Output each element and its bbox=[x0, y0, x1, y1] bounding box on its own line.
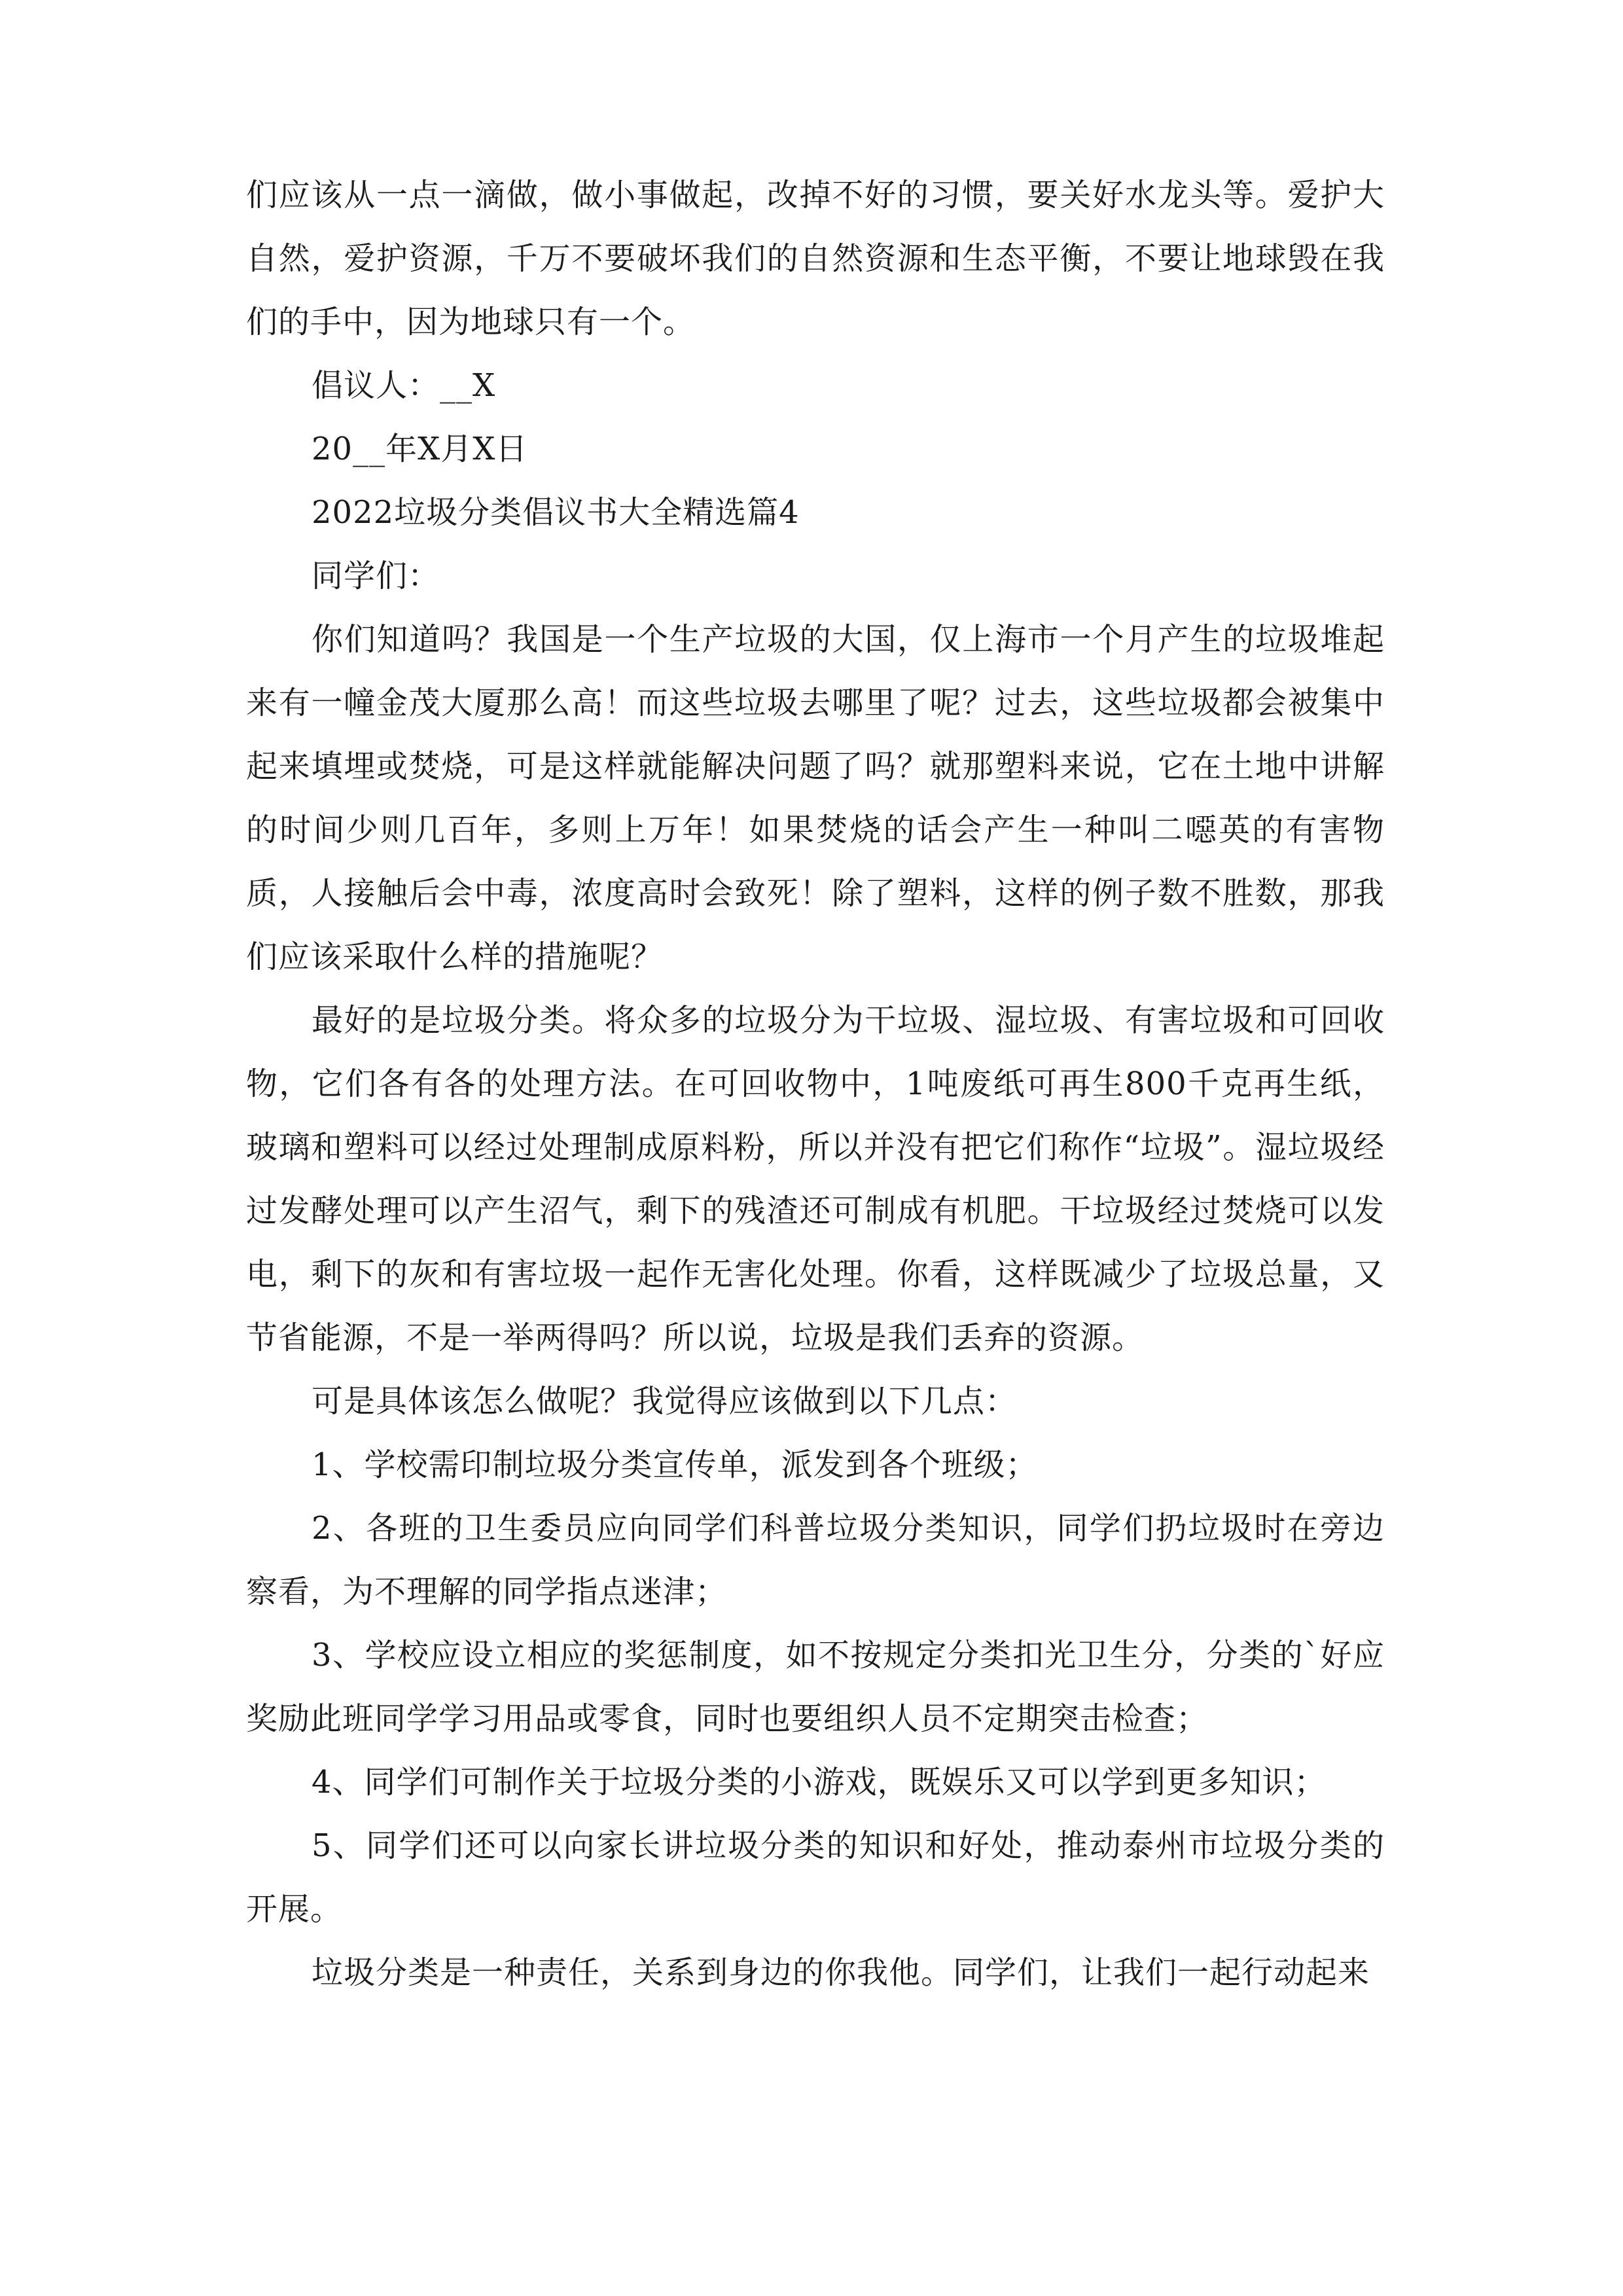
paragraph-closing: 垃圾分类是一种责任，关系到身边的你我他。同学们，让我们一起行动起来 bbox=[312, 1954, 1370, 1991]
date-line: 20__年X月X日 bbox=[312, 431, 528, 467]
section-title: 2022垃圾分类倡议书大全精选篇4 bbox=[312, 494, 800, 531]
list-item-2: 2、各班的卫生委员应向同学们科普垃圾分类知识，同学们扔垃圾时在旁边察看，为不理解的同学指点迷津； bbox=[246, 1510, 1385, 1610]
salutation: 同学们： bbox=[312, 558, 440, 594]
list-item-1: 1、学校需印制垃圾分类宣传单，派发到各个班级； bbox=[312, 1446, 1038, 1483]
paragraph-question: 可是具体该怎么做呢？我觉得应该做到以下几点： bbox=[312, 1383, 1018, 1420]
list-item-4: 4、同学们可制作关于垃圾分类的小游戏，既娱乐又可以学到更多知识； bbox=[312, 1764, 1327, 1801]
list-item-5: 5、同学们还可以向家长讲垃圾分类的知识和好处，推动泰州市垃圾分类的开展。 bbox=[246, 1827, 1385, 1928]
paragraph-continuation: 们应该从一点一滴做，做小事做起，改掉不好的习惯，要关好水龙头等。爱护大自然，爱护资源，千万不要破坏我们的自然资源和生态平衡，不要让地球毁在我们的手中，因为地球只有一个。 bbox=[246, 177, 1385, 340]
initiator-line: 倡议人：__X bbox=[312, 367, 496, 404]
paragraph-classification: 最好的是垃圾分类。将众多的垃圾分为干垃圾、湿垃圾、有害垃圾和可回收物，它们各有各的处理方法。在可回收物中，1吨废纸可再生800千克再生纸，玻璃和塑料可以经过处理制成原料粉，所以并没有把它们称作“垃圾”。湿垃圾经过发酵处理可以产生沼气，剩下的残渣还可制成有机肥。干垃圾经过焚烧可以发电，剩下的灰和有害垃圾一起作无害化处理。你看，这样既减少了垃圾总量，又节省能源，不是一举两得吗？所以说，垃圾是我们丢弃的资源。 bbox=[246, 1002, 1385, 1356]
list-item-3: 3、学校应设立相应的奖惩制度，如不按规定分类扣光卫生分，分类的`好应奖励此班同学学习用品或零食，同时也要组织人员不定期突击检查； bbox=[246, 1637, 1385, 1737]
paragraph-intro: 你们知道吗？我国是一个生产垃圾的大国，仅上海市一个月产生的垃圾堆起来有一幢金茂大厦那么高！而这些垃圾去哪里了呢？过去，这些垃圾都会被集中起来填埋或焚烧，可是这样就能解决问题了吗？就那塑料来说，它在土地中讲解的时间少则几百年，多则上万年！如果焚烧的话会产生一种叫二噁英的有害物质，人接触后会中毒，浓度高时会致死！除了塑料，这样的例子数不胜数，那我们应该采取什么样的措施呢？ bbox=[246, 621, 1385, 975]
document-page bbox=[246, 164, 1385, 2005]
